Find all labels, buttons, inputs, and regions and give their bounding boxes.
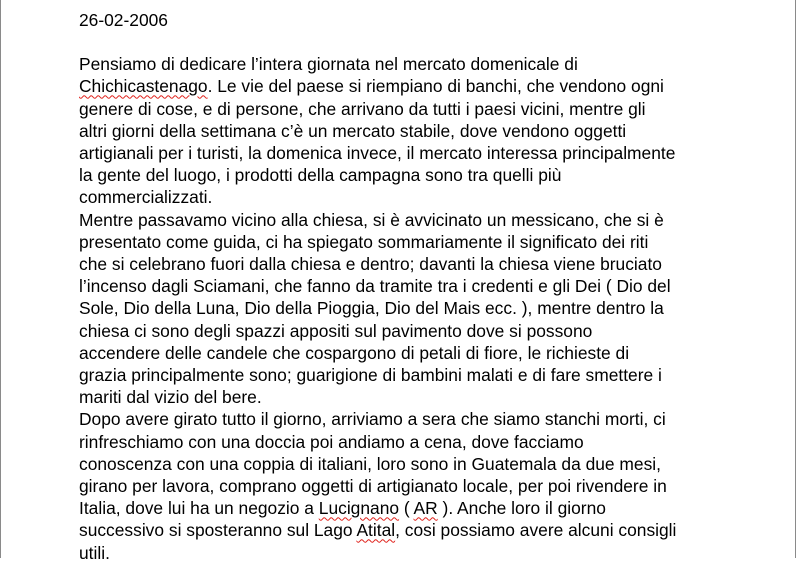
text-run: che si celebrano fuori dalla chiesa e dentro; davanti la chiesa viene bruciato [79,254,662,275]
text-run: rinfreschiamo con una doccia poi andiamo a cena, dove facciamo [79,431,584,452]
text-line [79,386,791,408]
text-run: la gente del luogo, i prodotti della campagna sono tra quelli più [79,165,562,186]
text-line [79,453,791,475]
spellcheck-flagged-word: Atital [356,520,396,541]
text-run: chiesa ci sono degli spazzi appositi sul pavimento dove si possono [79,320,593,341]
text-line [79,320,791,342]
text-line [79,253,791,275]
text-line [79,497,791,519]
spellcheck-flagged-word: Chichicastenago [79,76,208,97]
text-run: Dopo avere girato tutto il giorno, arriviamo a sera che siamo stanchi morti, ci [79,409,666,430]
text-run: grazia principalmente sono; guarigione di bambini malati e di fare smettere i [79,365,662,386]
text-line [79,342,791,364]
text-line [79,209,791,231]
paragraph [79,209,791,409]
entry-date: 26-02-2006 [79,10,168,30]
text-line [79,164,791,186]
text-line [79,75,791,97]
text-run: utili. [79,542,110,563]
document-body[interactable] [79,9,791,564]
text-line [79,475,791,497]
text-line [79,408,791,430]
page-right-edge [795,0,796,558]
text-run: commercializzati. [79,187,213,208]
text-run: presentato come guida, ci ha spiegato sommariamente il significato dei riti [79,231,649,252]
paragraph [79,408,791,563]
paragraph [79,53,791,208]
text-line [79,120,791,142]
text-line [79,231,791,253]
text-run: mariti dal vizio del bere. [79,387,262,408]
text-line [79,186,791,208]
text-run: Mentre passavamo vicino alla chiesa, si è avvicinato un messicano, che si è [79,209,664,230]
spellcheck-flagged-word: Lucignano [318,498,400,519]
text-run: girano per lavora, comprano oggetti di artigianato locale, per poi rivendere in [79,476,667,497]
text-line [79,275,791,297]
text-line [79,98,791,120]
text-line [79,142,791,164]
text-line [79,431,791,453]
text-run: artigianali per i turisti, la domenica invece, il mercato interessa principalmente [79,143,676,164]
text-run: . Le vie del paese si riempiano di banchi, che vendono ogni [207,76,664,97]
text-line [79,53,791,75]
text-line [79,542,791,564]
text-line [79,519,791,541]
page-left-edge [0,0,1,558]
text-run: successivo si sposteranno sul Lago [79,520,357,541]
text-run: accendere delle candele che cospargono di petali di fiore, le richieste di [79,342,630,363]
text-run: Sole, Dio della Luna, Dio della Pioggia, Dio del Mais ecc. ), mentre dentro la [79,298,664,319]
text-run: conoscenza con una coppia di italiani, loro sono in Guatemala da due mesi, [79,453,661,474]
text-run: altri giorni della settimana c’è un mercato stabile, dove vendono oggetti [79,120,627,141]
text-run: , cosi possiamo avere alcuni consigli [395,520,677,541]
text-run: l’incenso dagli Sciamani, che fanno da tramite tra i credenti e gli Dei ( Dio del [79,276,671,297]
text-line [79,297,791,319]
paragraph-container [79,53,791,564]
text-run: Italia, dove lui ha un negozio a [79,498,319,519]
text-run: ( [399,498,414,519]
text-run: genere di cose, e di persone, che arrivano da tutti i paesi vicini, mentre gli [79,98,646,119]
text-line [79,364,791,386]
text-run: Pensiamo di dedicare l’intera giornata nel mercato domenicale di [79,54,578,75]
spellcheck-flagged-word: AR [413,498,438,519]
text-run: ). Anche loro il giorno [437,498,606,519]
